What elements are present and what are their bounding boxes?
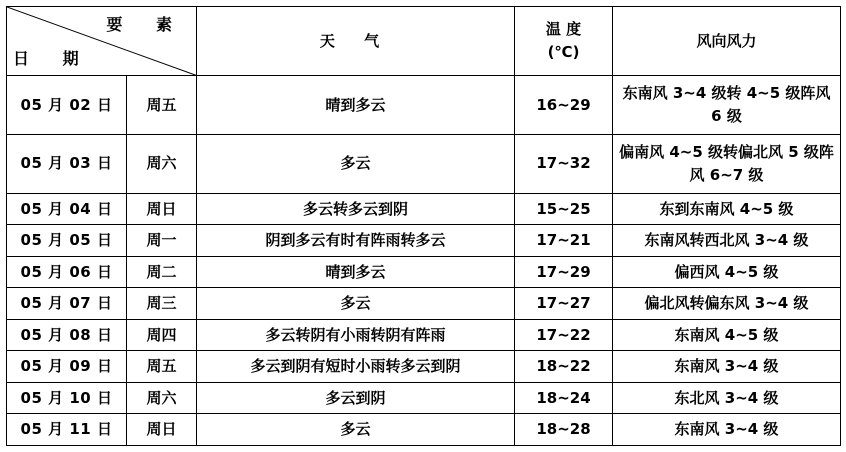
- cell-weather: 多云转多云到阴: [197, 193, 515, 225]
- corner-header-cell: [7, 7, 197, 76]
- cell-weekday: 周一: [127, 225, 197, 257]
- cell-wind: 东南风 4~5 级: [613, 319, 841, 351]
- cell-wind: 东南风 3~4 级: [613, 351, 841, 383]
- corner-label-elements: 要 素: [106, 15, 186, 34]
- table-row: [7, 382, 841, 414]
- cell-temperature: 17~29: [515, 256, 613, 288]
- table-row: [7, 225, 841, 257]
- cell-weather: 多云转阴有小雨转阴有阵雨: [197, 319, 515, 351]
- cell-weather: 多云到阴有短时小雨转多云到阴: [197, 351, 515, 383]
- cell-temperature: 16~29: [515, 76, 613, 135]
- header-temperature: [515, 7, 613, 76]
- cell-date: 05 月 10 日: [7, 382, 127, 414]
- cell-weekday: 周日: [127, 193, 197, 225]
- cell-temperature: 18~22: [515, 351, 613, 383]
- cell-weekday: 周日: [127, 414, 197, 446]
- cell-temperature: 17~27: [515, 288, 613, 320]
- cell-weekday: 周六: [127, 382, 197, 414]
- cell-temperature: 18~24: [515, 382, 613, 414]
- cell-date: 05 月 11 日: [7, 414, 127, 446]
- cell-wind: 东到东南风 4~5 级: [613, 193, 841, 225]
- cell-wind: 东南风 3~4 级转 4~5 级阵风 6 级: [613, 76, 841, 135]
- cell-weather: 多云: [197, 135, 515, 194]
- cell-weekday: 周六: [127, 135, 197, 194]
- cell-temperature: 18~28: [515, 414, 613, 446]
- table-row: [7, 193, 841, 225]
- cell-temperature: 17~32: [515, 135, 613, 194]
- cell-weekday: 周五: [127, 76, 197, 135]
- cell-date: 05 月 07 日: [7, 288, 127, 320]
- cell-weather: 阴到多云有时有阵雨转多云: [197, 225, 515, 257]
- cell-date: 05 月 03 日: [7, 135, 127, 194]
- cell-wind: 偏西风 4~5 级: [613, 256, 841, 288]
- table-row: [7, 414, 841, 446]
- cell-weekday: 周三: [127, 288, 197, 320]
- header-temperature-unit: (℃): [547, 43, 580, 62]
- cell-date: 05 月 02 日: [7, 76, 127, 135]
- header-row: [7, 7, 841, 76]
- cell-wind: 偏南风 4~5 级转偏北风 5 级阵风 6~7 级: [613, 135, 841, 194]
- header-weather: 天 气: [197, 7, 515, 76]
- cell-weather: 多云: [197, 414, 515, 446]
- cell-date: 05 月 08 日: [7, 319, 127, 351]
- weather-forecast-table: [6, 6, 841, 446]
- cell-weather: 多云: [197, 288, 515, 320]
- cell-weekday: 周四: [127, 319, 197, 351]
- header-wind: 风向风力: [613, 7, 841, 76]
- cell-weekday: 周五: [127, 351, 197, 383]
- cell-date: 05 月 04 日: [7, 193, 127, 225]
- header-temperature-label: 温 度: [545, 19, 582, 38]
- cell-temperature: 17~22: [515, 319, 613, 351]
- cell-temperature: 15~25: [515, 193, 613, 225]
- table-row: [7, 288, 841, 320]
- table-row: [7, 256, 841, 288]
- table-row: [7, 319, 841, 351]
- cell-wind: 东南风转西北风 3~4 级: [613, 225, 841, 257]
- table-row: [7, 135, 841, 194]
- cell-temperature: 17~21: [515, 225, 613, 257]
- cell-weekday: 周二: [127, 256, 197, 288]
- cell-wind: 偏北风转偏东风 3~4 级: [613, 288, 841, 320]
- cell-weather: 多云到阴: [197, 382, 515, 414]
- cell-date: 05 月 09 日: [7, 351, 127, 383]
- table-row: [7, 351, 841, 383]
- cell-weather: 晴到多云: [197, 76, 515, 135]
- cell-weather: 晴到多云: [197, 256, 515, 288]
- cell-date: 05 月 05 日: [7, 225, 127, 257]
- corner-label-date: 日 期: [13, 48, 93, 68]
- cell-wind: 东南风 3~4 级: [613, 414, 841, 446]
- cell-wind: 东北风 3~4 级: [613, 382, 841, 414]
- cell-date: 05 月 06 日: [7, 256, 127, 288]
- table-row: [7, 76, 841, 135]
